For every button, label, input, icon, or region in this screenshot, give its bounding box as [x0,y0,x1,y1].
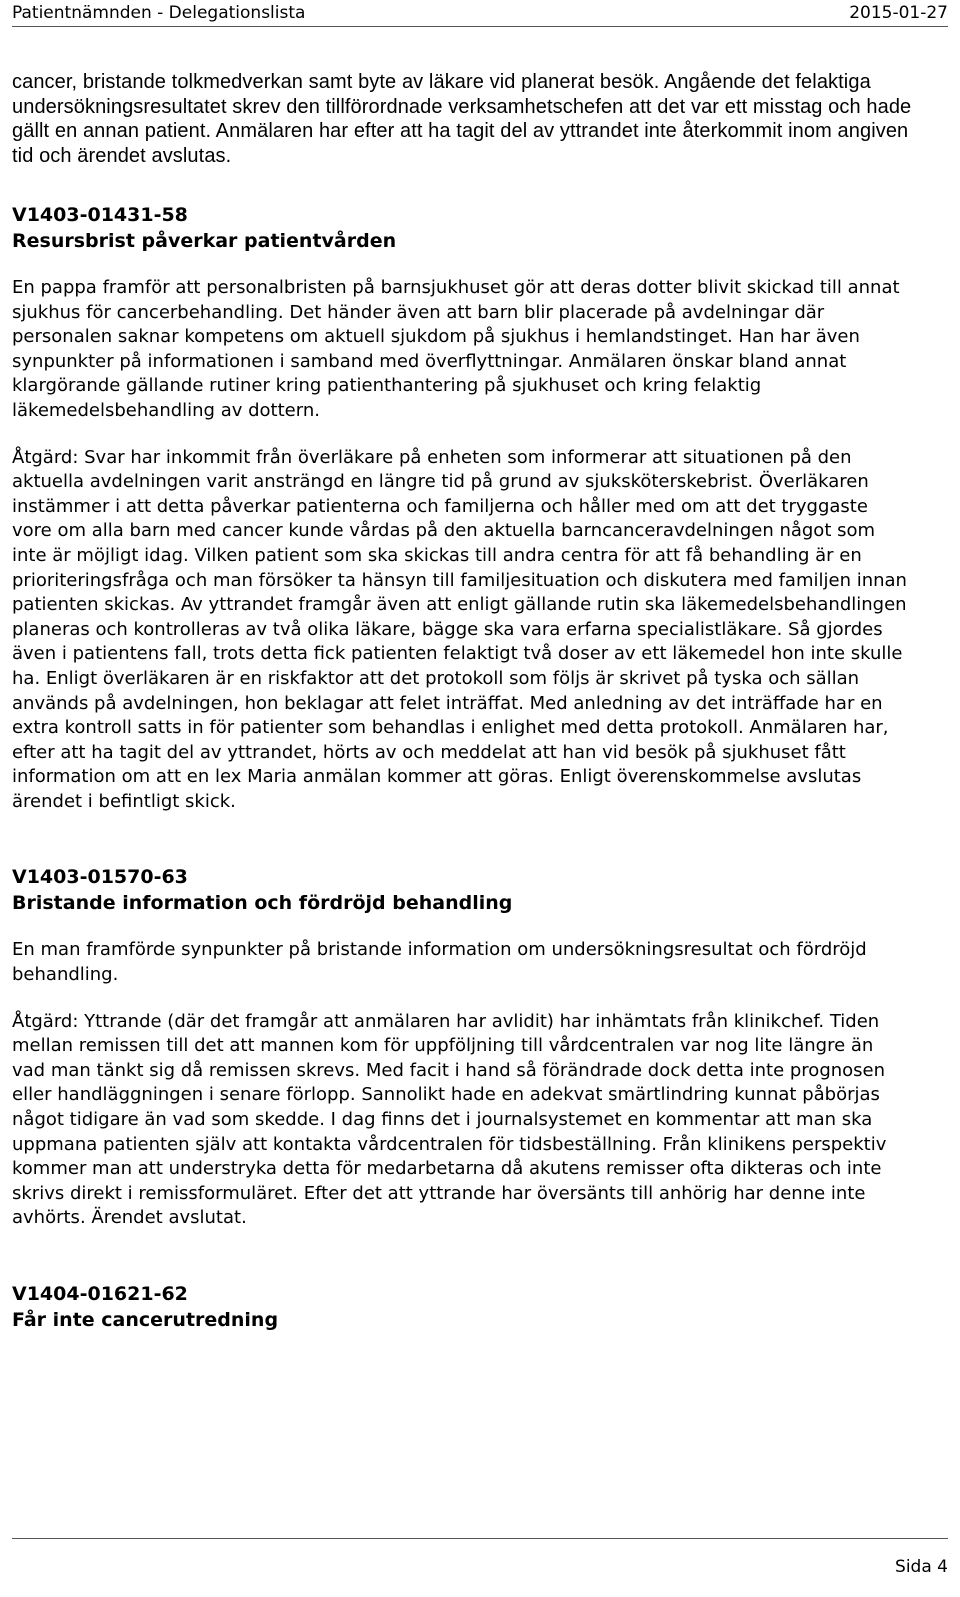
document-body [12,70,912,1383]
case-title: Bristande information och fördröjd behandling [12,892,513,915]
intro-paragraph: cancer, bristande tolkmedverkan samt byte av läkare vid planerat besök. Angående det felaktiga undersökningsresultatet skrev den tillförordnade verksamhetschefen att det var ett misstag och hade gällt en annan patient. Anmälaren har efter att ha tagit del av yttrandet inte återkommit inom angiven tid och ärendet avslutas. [12,71,912,167]
case-action: Åtgärd: Yttrande (där det framgår att anmälaren har avlidit) har inhämtats från klinikchef. Tiden mellan remissen till det att mannen kom för uppföljning till vårdcentralen var nog lite längre än vad man tänkt sig då remissen skrevs. Med facit i hand så förändrade dock detta inte prognosen eller handläggningen i senare förlopp. Sannolikt hade en adekvat smärtlindring kunnat påbörjas något tidigare än vad som skedde. I dag finns det i journalsystemet en kommentar att man ska uppmana patienten själv att kontakta vårdcentralen för tidsbeställning. Från klinikens perspektiv kommer man att understryka detta för medarbetarna då akutens remisser ofta dikteras och inte skrivs direkt i remissformuläret. Efter det att yttrande har översänts till anhörig har denne inte avhörts. Ärendet avslutat. [12,1010,887,1229]
page-header [12,0,948,27]
case-entry [12,864,912,1231]
case-description: En pappa framför att personalbristen på barnsjukhuset gör att deras dotter blivit skickad till annat sjukhus för cancerbehandling. Det händer även att barn blir placerade på avdelningar där personalen saknar kompetens om aktuell sjukdom på sjukhus i hemlandstinget. Han har även synpunkter på informationen i samband med överflyttningar. Anmälaren önskar bland annat klargörande gällande rutiner kring patienthantering på sjukhuset och kring felaktig läkemedelsbehandling av dottern. [12,277,900,421]
case-title: Får inte cancerutredning [12,1309,279,1331]
page-footer [12,1538,948,1597]
case-description: En man framförde synpunkter på bristande information om undersökningsresultat och fördröjd behandling. [12,939,867,986]
page-number: Sida 4 [895,1557,948,1577]
case-action: Åtgärd: Svar har inkommit från överläkare på enheten som informerar att situationen på den aktuella avdelningen varit ansträngd en längre tid på grund av sjuksköterskebrist. Överläkaren instämmer i att detta påverkar patienterna och familjerna och håller med om att det tryggaste vore om alla barn med cancer kunde vårdas på den aktuella barncanceravdelningen något som inte är möjligt idag. Vilken patient som ska skickas till andra centra för att få behandling är en prioriteringsfråga och man försöker ta hänsyn till familjesituation och diskutera med familjen innan patienten skickas. Av yttrandet framgår även att enligt gällande rutin ska läkemedelsbehandlingen planeras och kontrolleras av två olika läkare, bägge ska vara erfarna specialistläkare. Så gjordes även i patientens fall, trots detta fick patienten felaktigt två doser av ett läkemedel hon inte skulle ha. Enligt överläkaren är en riskfaktor att det protokoll som följs är skrivet på tyska och sällan används på avdelningen, hon beklagar att felet inträffat. Med anledning av det inträffade har en extra kontroll satts in för patienter som behandlas i enlighet med detta protokoll. Anmälaren har, efter att ha tagit del av yttrandet, hörts av och meddelat att han vid besök på sjukhuset fått information om att en lex Maria anmälan kommer att göras. Enligt överenskommelse avslutas ärendet i befintligt skick. [12,446,907,812]
case-id: V1404-01621-62 [12,1283,188,1305]
case-id: V1403-01431-58 [12,204,188,226]
case-title: Resursbrist påverkar patientvården [12,230,397,252]
document-title: Patientnämnden - Delegationslista [12,3,306,23]
case-entry [12,1281,912,1333]
case-entry [12,202,912,814]
document-date: 2015-01-27 [849,3,948,23]
case-id: V1403-01570-63 [12,866,188,889]
